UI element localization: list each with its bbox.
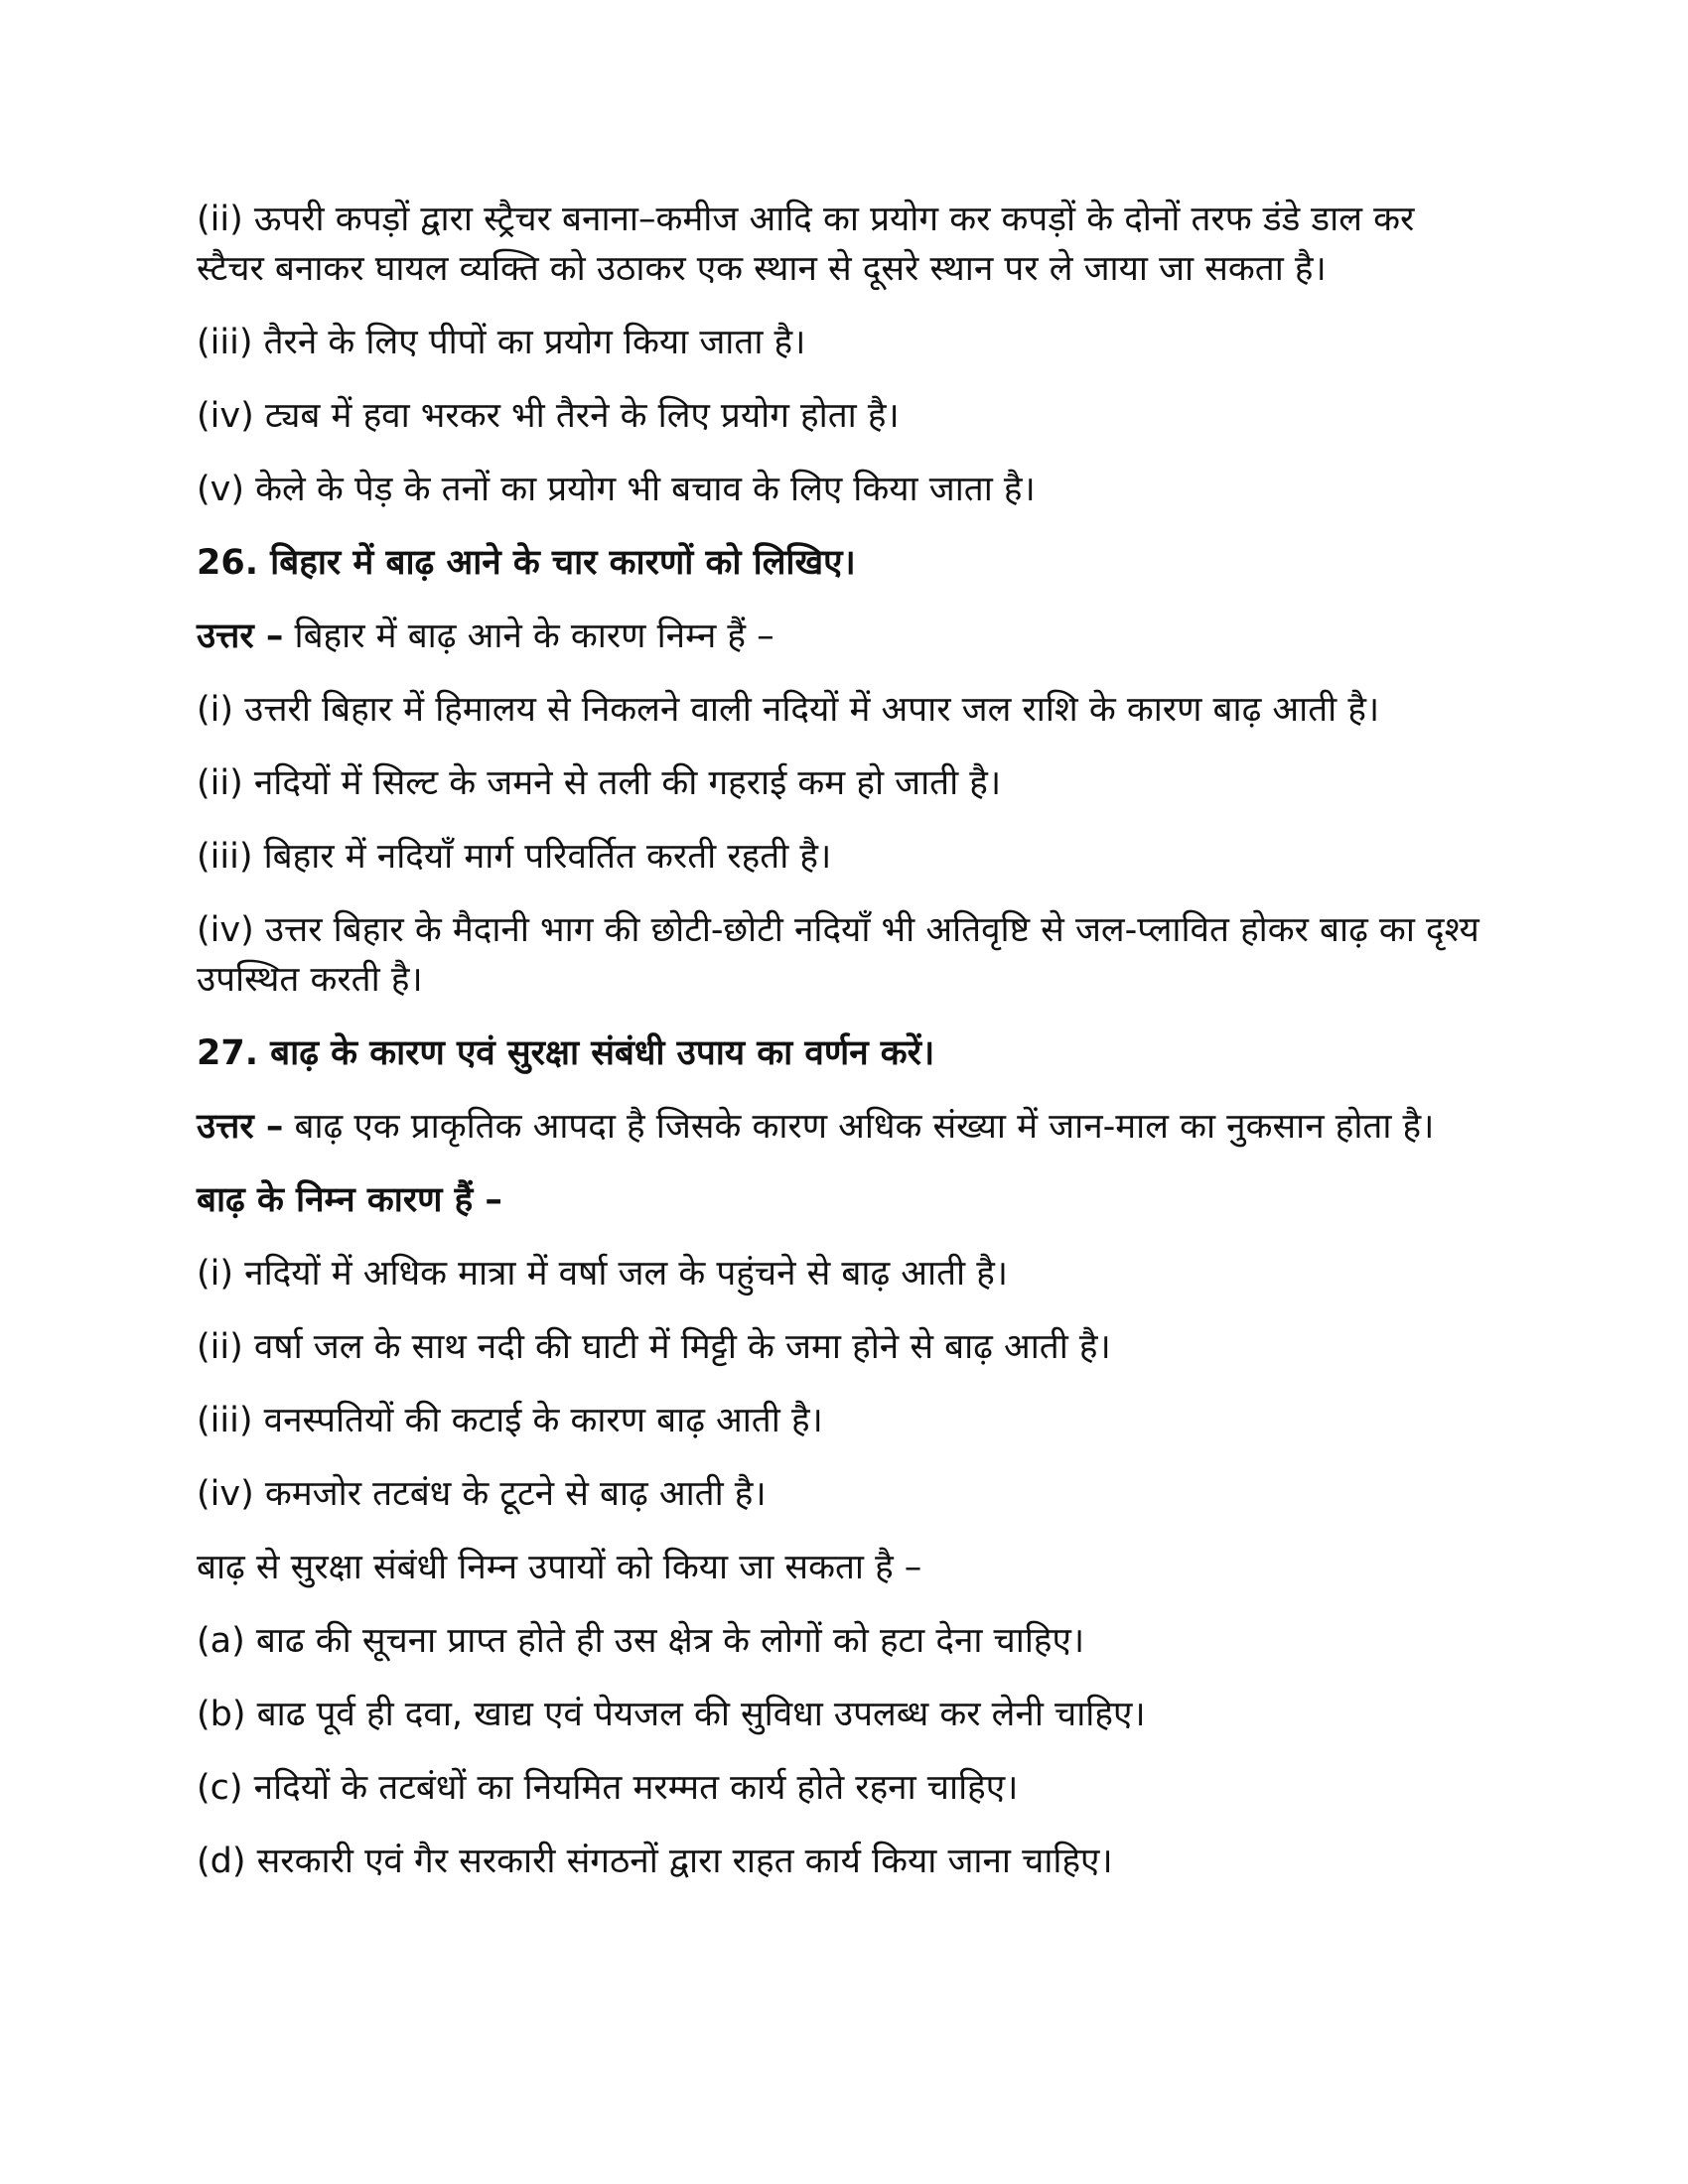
list-item: (i) उत्तरी बिहार में हिमालय से निकलने वाली नदियों में अपार जल राशि के कारण बाढ़ आती है। — [197, 690, 1380, 730]
list-item: (ii) ऊपरी कपड़ों द्वारा स्ट्रैचर बनाना–कमीज आदि का प्रयोग कर कपड़ों के दोनों तरफ डंडे डाल कर स्टैचर बनाकर घायल व्यक्ति को उठाकर एक स्थान से दूसरे स्थान पर ले जाया जा सकता है। — [197, 200, 1415, 289]
list-item: (ii) वर्षा जल के साथ नदी की घाटी में मिट्टी के जमा होने से बाढ़ आती है। — [197, 1327, 1111, 1367]
list-item: (v) केले के पेड़ के तनों का प्रयोग भी बचाव के लिए किया जाता है। — [197, 470, 1036, 509]
list-item: (b) बाढ पूर्व ही दवा, खाद्य एवं पेयजल की सुविधा उपलब्ध कर लेनी चाहिए। — [197, 1695, 1146, 1734]
answer-27 — [197, 1102, 1487, 1152]
answer-text: बाढ़ एक प्राकृतिक आपदा है जिसके कारण अधिक संख्या में जान-माल का नुकसान होता है। — [283, 1107, 1435, 1147]
measures-intro: बाढ़ से सुरक्षा संबंधी निम्न उपायों को किया जा सकता है – — [197, 1548, 922, 1587]
answer-text: बिहार में बाढ़ आने के कारण निम्न हैं – — [283, 616, 774, 656]
list-item: (iv) ट्यब में हवा भरकर भी तैरने के लिए प्रयोग होता है। — [197, 396, 900, 436]
list-item: (iv) उत्तर बिहार के मैदानी भाग की छोटी-छोटी नदियाँ भी अतिवृष्टि से जल-प्लावित होकर बाढ़ का दृश्य उपस्थित करती है। — [197, 910, 1479, 1000]
list-item: (iii) तैरने के लिए पीपों का प्रयोग किया जाता है। — [197, 323, 806, 362]
causes-heading: बाढ़ के निम्न कारण हैं – — [197, 1180, 502, 1220]
answer-label: उत्तर – — [197, 616, 284, 656]
question-26: 26. बिहार में बाढ़ आने के चार कारणों को लिखिए। — [197, 543, 856, 583]
list-item: (i) नदियों में अधिक मात्रा में वर्षा जल के पहुंचने से बाढ़ आती है। — [197, 1254, 1009, 1294]
list-item: (iii) बिहार में नदियाँ मार्ग परिवर्तित करती रहती है। — [197, 837, 832, 877]
list-item: (ii) नदियों में सिल्ट के जमने से तली की गहराई कम हो जाती है। — [197, 763, 1002, 803]
list-item: (d) सरकारी एवं गैर सरकारी संगठनों द्वारा राहत कार्य किया जाना चाहिए। — [197, 1842, 1113, 1881]
question-27: 27. बाढ़ के कारण एवं सुरक्षा संबंधी उपाय का वर्णन करें। — [197, 1033, 935, 1073]
answer-label: उत्तर – — [197, 1107, 284, 1147]
list-item: (iii) वनस्पतियों की कटाई के कारण बाढ़ आती है। — [197, 1401, 823, 1440]
document-page — [197, 195, 1487, 1910]
list-item: (a) बाढ की सूचना प्राप्त होते ही उस क्षेत्र के लोगों को हटा देना चाहिए। — [197, 1621, 1085, 1661]
answer-26 — [197, 612, 1487, 661]
list-item: (iv) कमजोर तटबंध के टूटने से बाढ़ आती है। — [197, 1474, 767, 1514]
list-item: (c) नदियों के तटबंधों का नियमित मरम्मत कार्य होते रहना चाहिए। — [197, 1768, 1019, 1808]
